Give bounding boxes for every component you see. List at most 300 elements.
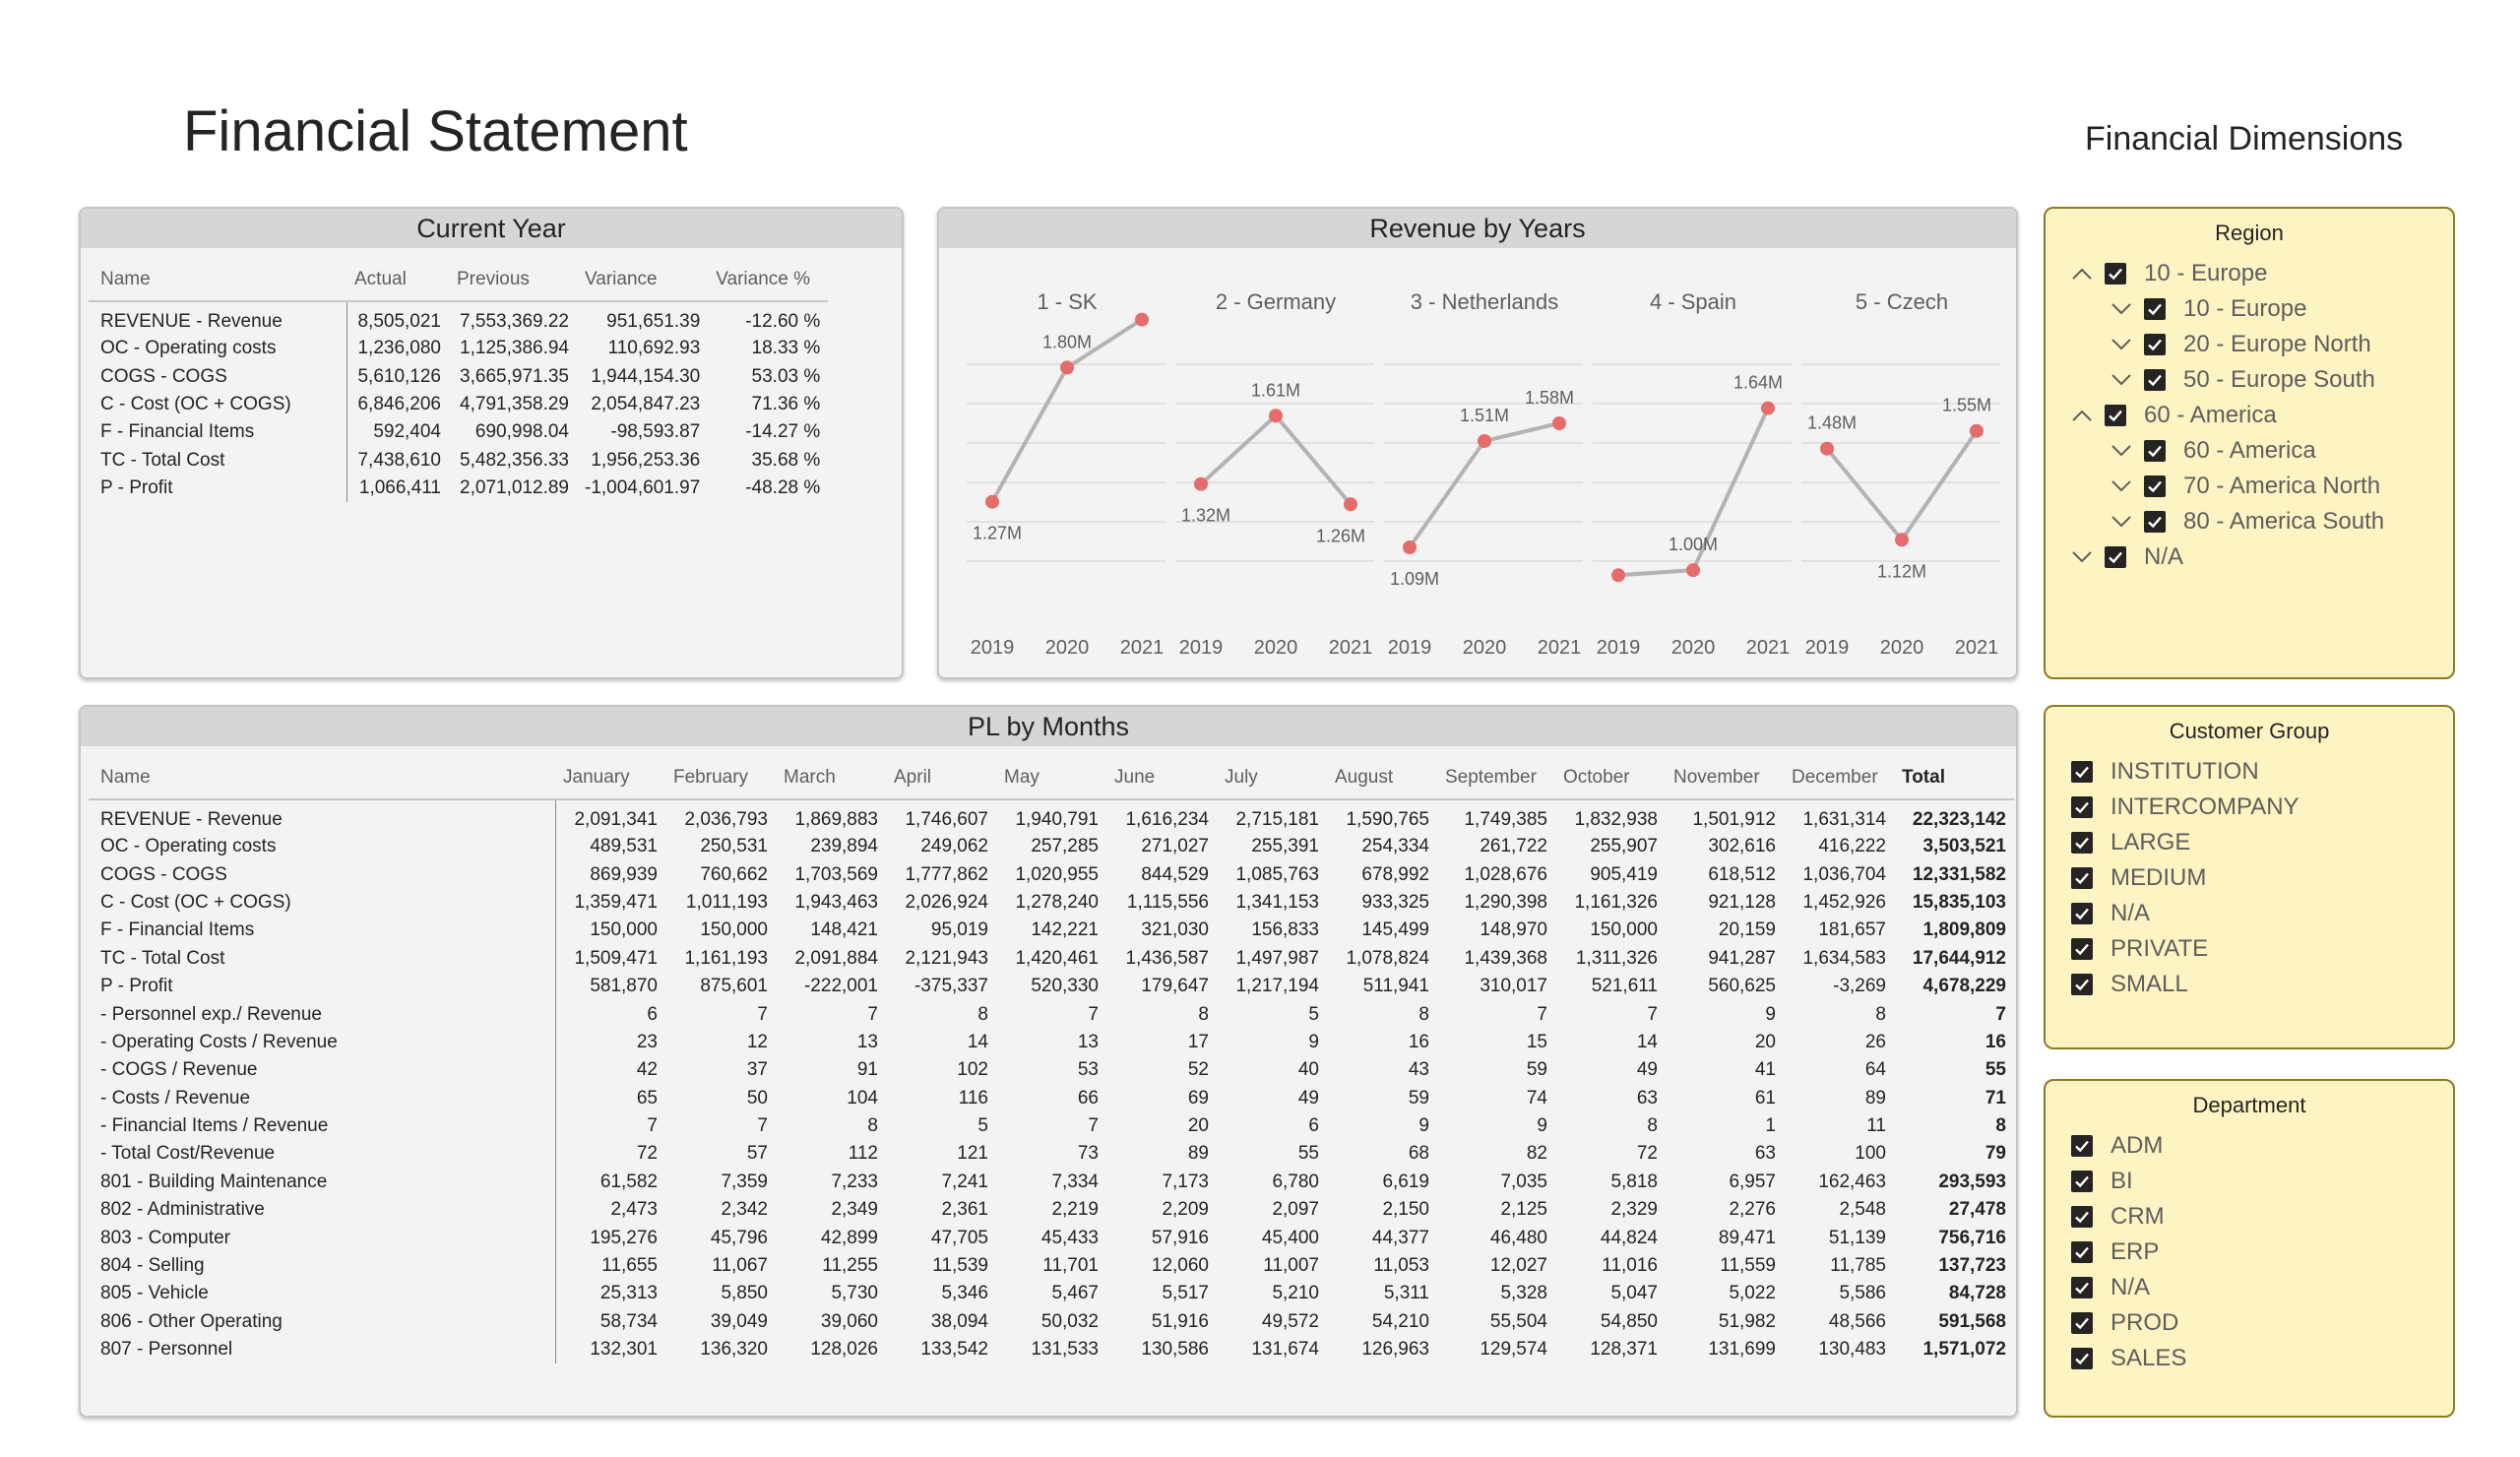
pl-by-months-cell: 53: [1077, 1059, 1099, 1081]
pl-by-months-cell: 145,499: [1361, 919, 1429, 941]
region-item[interactable]: [2071, 469, 2453, 504]
pl-by-months-cell: 150,000: [1590, 919, 1658, 941]
current-year-cell: 8,505,021: [346, 301, 449, 335]
pl-by-months-cell: 72: [555, 1140, 665, 1168]
checkbox-checked-icon[interactable]: [2105, 405, 2126, 426]
pl-by-months-col-header[interactable]: January: [555, 756, 665, 799]
pl-by-months-cell: 1,161,193: [684, 947, 768, 969]
department-item[interactable]: [2071, 1305, 2453, 1341]
pl-by-months-cell: 844,529: [1141, 863, 1209, 885]
chevron-up-icon[interactable]: [2071, 405, 2093, 426]
pl-by-months-cell: 521,611: [1591, 976, 1658, 997]
pl-by-months-row: [89, 1029, 2014, 1056]
pl-by-months-cell: 7: [867, 1003, 878, 1025]
pl-by-months-col-header[interactable]: June: [1106, 756, 1217, 799]
pl-by-months-cell: 1,311,326: [1575, 947, 1658, 969]
checkbox-checked-icon[interactable]: [2071, 974, 2093, 995]
pl-by-months-cell: 1,571,072: [1922, 1339, 2006, 1361]
pl-by-months-cell: 271,027: [1141, 836, 1209, 857]
checkbox-checked-icon[interactable]: [2071, 1277, 2093, 1299]
pl-by-months-cell: 42: [555, 1056, 665, 1084]
customer-group-slicer: [2044, 705, 2455, 1049]
pl-by-months-cell: 1,703,569: [794, 863, 878, 885]
pl-by-months-cell: 1,011,193: [685, 891, 768, 913]
department-item-label: ERP: [2110, 1238, 2160, 1265]
current-year-cell: -12.60 %: [745, 310, 821, 332]
pl-by-months-cell: 55: [1297, 1143, 1319, 1165]
series-line: [1827, 431, 1977, 540]
pl-by-months-col-header[interactable]: Total: [1894, 756, 2014, 799]
data-point: [1552, 416, 1566, 430]
pl-by-months-cell: 678,992: [1361, 863, 1429, 885]
pl-by-months-cell: 302,616: [1708, 836, 1776, 857]
pl-by-months-col-header[interactable]: August: [1327, 756, 1437, 799]
checkbox-checked-icon[interactable]: [2105, 546, 2126, 568]
region-slicer: [2044, 207, 2455, 679]
current-year-row: [89, 362, 828, 390]
pl-by-months-cell: 1,497,987: [1235, 947, 1319, 969]
checkbox-checked-icon[interactable]: [2071, 1348, 2093, 1369]
pl-by-months-row-name: 806 - Other Operating: [100, 1310, 283, 1332]
pl-by-months-col-header[interactable]: March: [776, 756, 886, 799]
department-item[interactable]: [2071, 1270, 2453, 1305]
checkbox-checked-icon[interactable]: [2071, 1135, 2093, 1157]
data-label: 1.32M: [1180, 505, 1231, 526]
pl-by-months-cell: 11,655: [555, 1252, 665, 1280]
current-year-row-name: OC - Operating costs: [100, 338, 277, 359]
region-item-label: 10 - Europe: [2144, 260, 2268, 286]
checkbox-checked-icon[interactable]: [2071, 832, 2093, 854]
pl-by-months-cell: 5,850: [721, 1283, 768, 1304]
pl-by-months-cell: 3,503,521: [1922, 836, 2006, 857]
x-tick-label: 2020: [1879, 637, 1924, 659]
current-year-cell: 1,956,253.36: [591, 449, 701, 471]
department-item-label: N/A: [2110, 1274, 2151, 1300]
pl-by-months-cell: 49: [1636, 1059, 1658, 1081]
pl-by-months-cell: 8: [1198, 1003, 1209, 1025]
department-item[interactable]: [2071, 1164, 2453, 1199]
pl-by-months-cell: 8: [1418, 1003, 1429, 1025]
region-item-label: 50 - Europe South: [2183, 366, 2375, 393]
pl-by-months-cell: 57,916: [1151, 1227, 1209, 1248]
pl-by-months-cell: 79: [1984, 1143, 2006, 1165]
pl-by-months-cell: 82: [1526, 1143, 1547, 1165]
department-item[interactable]: [2071, 1128, 2453, 1164]
region-item[interactable]: [2071, 504, 2453, 539]
pl-by-months-row: [89, 973, 2014, 1000]
pl-by-months-cell: 8: [1995, 1115, 2006, 1137]
pl-by-months-col-header[interactable]: October: [1555, 756, 1666, 799]
chevron-down-icon[interactable]: [2110, 440, 2132, 462]
pl-by-months-col-header[interactable]: February: [665, 756, 776, 799]
pl-by-months-col-header[interactable]: April: [886, 756, 996, 799]
x-tick-label: 2019: [1178, 637, 1224, 659]
current-year-col-header[interactable]: Name: [89, 258, 346, 301]
data-label: 1.61M: [1250, 380, 1301, 401]
pl-by-months-cell: 489,531: [555, 833, 665, 860]
pl-by-months-cell: 1,832,938: [1574, 808, 1658, 830]
pl-by-months-cell: 148,970: [1480, 919, 1547, 941]
current-year-card: [79, 207, 904, 679]
pl-by-months-row: [89, 1224, 2014, 1251]
pl-by-months-cell: 45,796: [710, 1227, 768, 1248]
pl-by-months-cell: 179,647: [1141, 976, 1209, 997]
pl-by-months-cell: 8: [1875, 1003, 1886, 1025]
pl-by-months-cell: 1,020,955: [1015, 863, 1099, 885]
pl-by-months-cell: 54,210: [1371, 1310, 1429, 1332]
data-point: [1060, 360, 1074, 374]
current-year-row: [89, 418, 828, 446]
pl-by-months-cell: 59: [1408, 1087, 1429, 1109]
current-year-row-name: F - Financial Items: [100, 421, 255, 443]
pl-by-months-cell: 1,631,314: [1802, 808, 1886, 830]
series-title: 2 - Germany: [1215, 289, 1337, 314]
x-tick-label: 2019: [1387, 637, 1432, 659]
chevron-down-icon[interactable]: [2110, 334, 2132, 355]
pl-by-months-cell: 11,539: [932, 1255, 988, 1277]
data-label: 1.26M: [1315, 526, 1366, 546]
pl-by-months-row-name: - Personnel exp./ Revenue: [100, 1003, 322, 1025]
checkbox-checked-icon[interactable]: [2071, 1171, 2093, 1192]
pl-by-months-cell: 255,907: [1590, 836, 1658, 857]
department-item-label: CRM: [2110, 1203, 2165, 1230]
pl-by-months-cell: 941,287: [1708, 947, 1776, 969]
x-tick-label: 2019: [1596, 637, 1641, 659]
current-year-col-header[interactable]: Variance %: [708, 258, 828, 301]
region-item[interactable]: [2071, 291, 2453, 327]
pl-by-months-col-header[interactable]: December: [1784, 756, 1894, 799]
current-year-row: [89, 301, 828, 335]
pl-by-months-cell: 8: [867, 1115, 878, 1137]
pl-by-months-cell: 73: [1077, 1143, 1099, 1165]
pl-by-months-cell: 128,371: [1590, 1339, 1658, 1361]
region-item[interactable]: [2071, 362, 2453, 398]
pl-by-months-row: [89, 1308, 2014, 1336]
checkbox-checked-icon[interactable]: [2071, 903, 2093, 924]
x-tick-label: 2021: [1328, 637, 1373, 659]
chevron-down-icon[interactable]: [2110, 475, 2132, 497]
pl-by-months-cell: 7,359: [721, 1171, 768, 1192]
checkbox-checked-icon[interactable]: [2144, 334, 2166, 355]
customer-group-item[interactable]: [2071, 967, 2453, 1002]
region-item-label: N/A: [2144, 543, 2184, 570]
current-year-cell: -48.28 %: [745, 477, 821, 499]
current-year-title: Current Year: [81, 209, 902, 248]
revenue-by-years-card: [937, 207, 2018, 679]
pl-by-months-cell: 310,017: [1480, 976, 1547, 997]
region-item[interactable]: [2071, 433, 2453, 469]
pl-by-months-cell: 2,036,793: [684, 808, 768, 830]
department-slicer-title: Department: [2192, 1093, 2306, 1117]
pl-by-months-row-name: COGS - COGS: [100, 863, 227, 885]
pl-by-months-cell: 2,342: [721, 1199, 768, 1221]
checkbox-checked-icon[interactable]: [2071, 796, 2093, 818]
department-item[interactable]: [2071, 1199, 2453, 1235]
customer-group-item[interactable]: [2071, 754, 2453, 790]
region-item[interactable]: [2071, 539, 2453, 575]
pl-by-months-row-name: 804 - Selling: [100, 1255, 205, 1277]
pl-by-months-row: [89, 1140, 2014, 1168]
pl-by-months-cell: 1,115,556: [1126, 891, 1209, 913]
pl-by-months-cell: 2,209: [1162, 1199, 1209, 1221]
pl-by-months-cell: 5,586: [1839, 1283, 1886, 1304]
pl-by-months-cell: 5,311: [1383, 1283, 1429, 1304]
pl-by-months-cell: 416,222: [1818, 836, 1886, 857]
pl-by-months-cell: 14: [967, 1031, 988, 1052]
pl-by-months-cell: 1,436,587: [1125, 947, 1209, 969]
pl-by-months-col-header[interactable]: November: [1666, 756, 1784, 799]
pl-by-months-col-header[interactable]: September: [1437, 756, 1555, 799]
pl-by-months-cell: 2,349: [831, 1199, 878, 1221]
region-item[interactable]: [2071, 327, 2453, 362]
pl-by-months-cell: 50,032: [1040, 1310, 1099, 1332]
checkbox-checked-icon[interactable]: [2105, 263, 2126, 285]
department-item[interactable]: [2071, 1235, 2453, 1270]
customer-group-item-label: MEDIUM: [2110, 864, 2207, 891]
pl-by-months-cell: 47,705: [930, 1227, 988, 1248]
pl-by-months-cell: 9: [1537, 1115, 1547, 1137]
pl-by-months-cell: 61: [1754, 1087, 1776, 1109]
current-year-cell: 1,236,080: [346, 335, 449, 362]
pl-by-months-col-header[interactable]: Name: [89, 756, 555, 799]
x-tick-label: 2020: [1253, 637, 1298, 659]
pl-by-months-cell: 4,678,229: [1922, 976, 2006, 997]
pl-by-months-cell: 126,963: [1361, 1339, 1429, 1361]
checkbox-checked-icon[interactable]: [2071, 1312, 2093, 1334]
checkbox-checked-icon[interactable]: [2071, 1241, 2093, 1263]
pl-by-months-cell: 261,722: [1480, 836, 1547, 857]
checkbox-checked-icon[interactable]: [2144, 440, 2166, 462]
chevron-up-icon[interactable]: [2071, 263, 2093, 285]
x-tick-label: 2020: [1044, 637, 1090, 659]
pl-by-months-cell: 25,313: [555, 1280, 665, 1307]
pl-by-months-cell: 20: [1187, 1115, 1209, 1137]
pl-by-months-cell: 137,723: [1938, 1255, 2006, 1277]
department-item-label: BI: [2110, 1168, 2133, 1194]
pl-by-months-row-name: F - Financial Items: [100, 919, 255, 941]
pl-by-months-card: [79, 705, 2018, 1418]
pl-by-months-cell: 6,780: [1272, 1171, 1319, 1192]
pl-by-months-cell: 23: [555, 1029, 665, 1056]
pl-by-months-cell: 2,361: [941, 1199, 988, 1221]
current-year-row-name: TC - Total Cost: [100, 449, 225, 471]
pl-by-months-cell: 9: [1418, 1115, 1429, 1137]
pl-by-months-row-name: 801 - Building Maintenance: [100, 1171, 328, 1192]
pl-by-months-cell: 11,016: [1602, 1255, 1658, 1277]
pl-by-months-cell: 11,053: [1373, 1255, 1429, 1277]
checkbox-checked-icon[interactable]: [2071, 938, 2093, 960]
pl-by-months-cell: 1,869,883: [794, 808, 878, 830]
pl-by-months-cell: 1,590,765: [1346, 808, 1429, 830]
pl-by-months-row-name: 807 - Personnel: [100, 1339, 233, 1361]
pl-by-months-cell: 756,716: [1938, 1227, 2006, 1248]
pl-by-months-cell: 239,894: [810, 836, 878, 857]
current-year-row: [89, 475, 828, 502]
customer-group-item[interactable]: [2071, 790, 2453, 825]
current-year-cell: 1,066,411: [346, 475, 449, 502]
current-year-col-header[interactable]: Previous: [449, 258, 577, 301]
pl-by-months-cell: 89,471: [1718, 1227, 1776, 1248]
pl-by-months-cell: -3,269: [1833, 976, 1886, 997]
customer-group-item[interactable]: [2071, 860, 2453, 896]
data-point: [1686, 563, 1700, 577]
region-item-label: 60 - America: [2183, 437, 2316, 464]
current-year-cell: 592,404: [346, 418, 449, 446]
pl-by-months-cell: 2,548: [1839, 1199, 1886, 1221]
pl-by-months-cell: 68: [1408, 1143, 1429, 1165]
pl-by-months-cell: 7,035: [1500, 1171, 1547, 1192]
pl-by-months-cell: 1,078,824: [1346, 947, 1429, 969]
customer-group-item[interactable]: [2071, 825, 2453, 860]
data-point: [1194, 477, 1208, 491]
chevron-down-icon[interactable]: [2110, 298, 2132, 320]
pl-by-months-cell: 59: [1526, 1059, 1547, 1081]
region-item[interactable]: [2071, 256, 2453, 291]
current-year-col-header[interactable]: Actual: [346, 258, 449, 301]
pl-by-months-cell: 5,346: [941, 1283, 988, 1304]
pl-by-months-cell: 875,601: [700, 976, 768, 997]
x-tick-label: 2021: [1745, 637, 1791, 659]
customer-group-slicer-title: Customer Group: [2169, 719, 2330, 743]
data-label: 1.80M: [1041, 332, 1093, 352]
pl-by-months-cell: 6,957: [1729, 1171, 1776, 1192]
pl-by-months-cell: 11,255: [822, 1255, 878, 1277]
pl-by-months-cell: 22,323,142: [1912, 808, 2006, 830]
current-year-table: [89, 258, 828, 502]
pl-by-months-cell: 11,067: [712, 1255, 768, 1277]
checkbox-checked-icon[interactable]: [2144, 369, 2166, 391]
chevron-down-icon[interactable]: [2110, 369, 2132, 391]
current-year-row-name: C - Cost (OC + COGS): [100, 393, 291, 414]
pl-by-months-row: [89, 1336, 2014, 1363]
pl-by-months-cell: 45,433: [1040, 1227, 1099, 1248]
pl-by-months-cell: 1,616,234: [1125, 808, 1209, 830]
pl-by-months-row-name: - COGS / Revenue: [100, 1059, 258, 1081]
pl-by-months-cell: -375,337: [914, 976, 988, 997]
pl-by-months-row: [89, 1252, 2014, 1280]
pl-by-months-cell: 7,173: [1162, 1171, 1209, 1192]
current-year-cell: 951,651.39: [606, 310, 701, 332]
pl-by-months-cell: 869,939: [555, 860, 665, 888]
pl-by-months-cell: 42,899: [820, 1227, 878, 1248]
checkbox-checked-icon[interactable]: [2071, 867, 2093, 889]
checkbox-checked-icon[interactable]: [2144, 475, 2166, 497]
pl-by-months-row: [89, 1169, 2014, 1196]
current-year-cell: -1,004,601.97: [585, 477, 701, 499]
pl-by-months-cell: 7,241: [941, 1171, 988, 1192]
department-item[interactable]: [2071, 1341, 2453, 1376]
x-tick-label: 2019: [970, 637, 1015, 659]
pl-by-months-cell: 51,139: [1828, 1227, 1886, 1248]
pl-by-months-cell: 1,777,862: [905, 863, 988, 885]
current-year-row-name: P - Profit: [100, 477, 173, 499]
pl-by-months-cell: 44,824: [1600, 1227, 1658, 1248]
data-point: [1344, 497, 1357, 511]
pl-by-months-cell: 293,593: [1938, 1171, 2006, 1192]
pl-by-months-cell: 7: [1088, 1003, 1099, 1025]
customer-group-item[interactable]: [2071, 896, 2453, 931]
region-item-label: 20 - Europe North: [2183, 331, 2371, 357]
pl-by-months-row: [89, 1000, 2014, 1028]
customer-group-item[interactable]: [2071, 931, 2453, 967]
pl-by-months-row-name: - Costs / Revenue: [100, 1087, 251, 1109]
checkbox-checked-icon[interactable]: [2144, 511, 2166, 533]
customer-group-list: [2046, 754, 2453, 1002]
pl-by-months-cell: 5: [1308, 1003, 1319, 1025]
pl-by-months-row: [89, 1196, 2014, 1224]
pl-by-months-cell: 5,730: [831, 1283, 878, 1304]
pl-by-months-cell: 2,150: [1382, 1199, 1429, 1221]
pl-by-months-cell: 131,674: [1251, 1339, 1319, 1361]
pl-by-months-cell: 2,026,924: [905, 891, 988, 913]
pl-by-months-cell: 162,463: [1818, 1171, 1886, 1192]
pl-by-months-cell: 5,517: [1162, 1283, 1209, 1304]
pl-by-months-cell: 6: [555, 1000, 665, 1028]
current-year-cell: 4,791,358.29: [460, 393, 569, 414]
customer-group-item-label: INSTITUTION: [2110, 758, 2259, 785]
page-title: Financial Statement: [183, 99, 688, 163]
region-item-label: 80 - America South: [2183, 508, 2385, 535]
data-point: [1970, 424, 1984, 438]
pl-by-months-cell: 618,512: [1708, 863, 1776, 885]
pl-by-months-cell: 130,483: [1818, 1339, 1886, 1361]
pl-by-months-cell: 933,325: [1361, 891, 1429, 913]
chevron-down-icon[interactable]: [2110, 511, 2132, 533]
pl-by-months-col-header[interactable]: July: [1217, 756, 1327, 799]
region-item[interactable]: [2071, 398, 2453, 433]
pl-by-months-cell: 49,572: [1261, 1310, 1319, 1332]
pl-by-months-cell: 581,870: [555, 973, 665, 1000]
pl-by-months-cell: 9: [1308, 1031, 1319, 1052]
pl-by-months-cell: 254,334: [1361, 836, 1429, 857]
pl-by-months-cell: 1,509,471: [555, 945, 665, 973]
pl-by-months-cell: 142,221: [1031, 919, 1099, 941]
pl-by-months-cell: 11: [1866, 1115, 1886, 1137]
pl-by-months-cell: 11,785: [1830, 1255, 1886, 1277]
series-line: [1201, 415, 1351, 504]
pl-by-months-cell: 112: [848, 1143, 878, 1165]
pl-by-months-cell: 132,301: [555, 1336, 665, 1363]
pl-by-months-cell: 2,125: [1500, 1199, 1547, 1221]
pl-by-months-cell: 2,097: [1272, 1199, 1319, 1221]
pl-by-months-cell: 12: [746, 1031, 768, 1052]
pl-by-months-cell: 39,049: [710, 1310, 768, 1332]
pl-by-months-row: [89, 833, 2014, 860]
pl-by-months-cell: 1,634,583: [1802, 947, 1886, 969]
checkbox-checked-icon[interactable]: [2071, 1206, 2093, 1228]
pl-by-months-cell: 74: [1526, 1087, 1547, 1109]
checkbox-checked-icon[interactable]: [2071, 761, 2093, 783]
pl-by-months-cell: 5,022: [1729, 1283, 1776, 1304]
current-year-row: [89, 391, 828, 418]
department-item-label: SALES: [2110, 1345, 2187, 1371]
data-label: 1.64M: [1732, 372, 1784, 393]
checkbox-checked-icon[interactable]: [2144, 298, 2166, 320]
data-label: 1.27M: [972, 523, 1023, 543]
pl-by-months-cell: 1,746,607: [905, 808, 988, 830]
pl-by-months-cell: 15: [1526, 1031, 1547, 1052]
chevron-down-icon[interactable]: [2071, 546, 2093, 568]
pl-by-months-cell: 2,329: [1610, 1199, 1658, 1221]
current-year-col-header[interactable]: Variance: [577, 258, 708, 301]
pl-by-months-col-header[interactable]: May: [996, 756, 1106, 799]
pl-by-months-cell: 1,341,153: [1235, 891, 1319, 913]
pl-by-months-cell: 95,019: [930, 919, 988, 941]
pl-by-months-cell: 16: [1984, 1031, 2006, 1052]
pl-by-months-cell: 38,094: [930, 1310, 988, 1332]
pl-by-months-cell: 8: [1647, 1115, 1658, 1137]
pl-by-months-cell: 131,533: [1031, 1339, 1099, 1361]
